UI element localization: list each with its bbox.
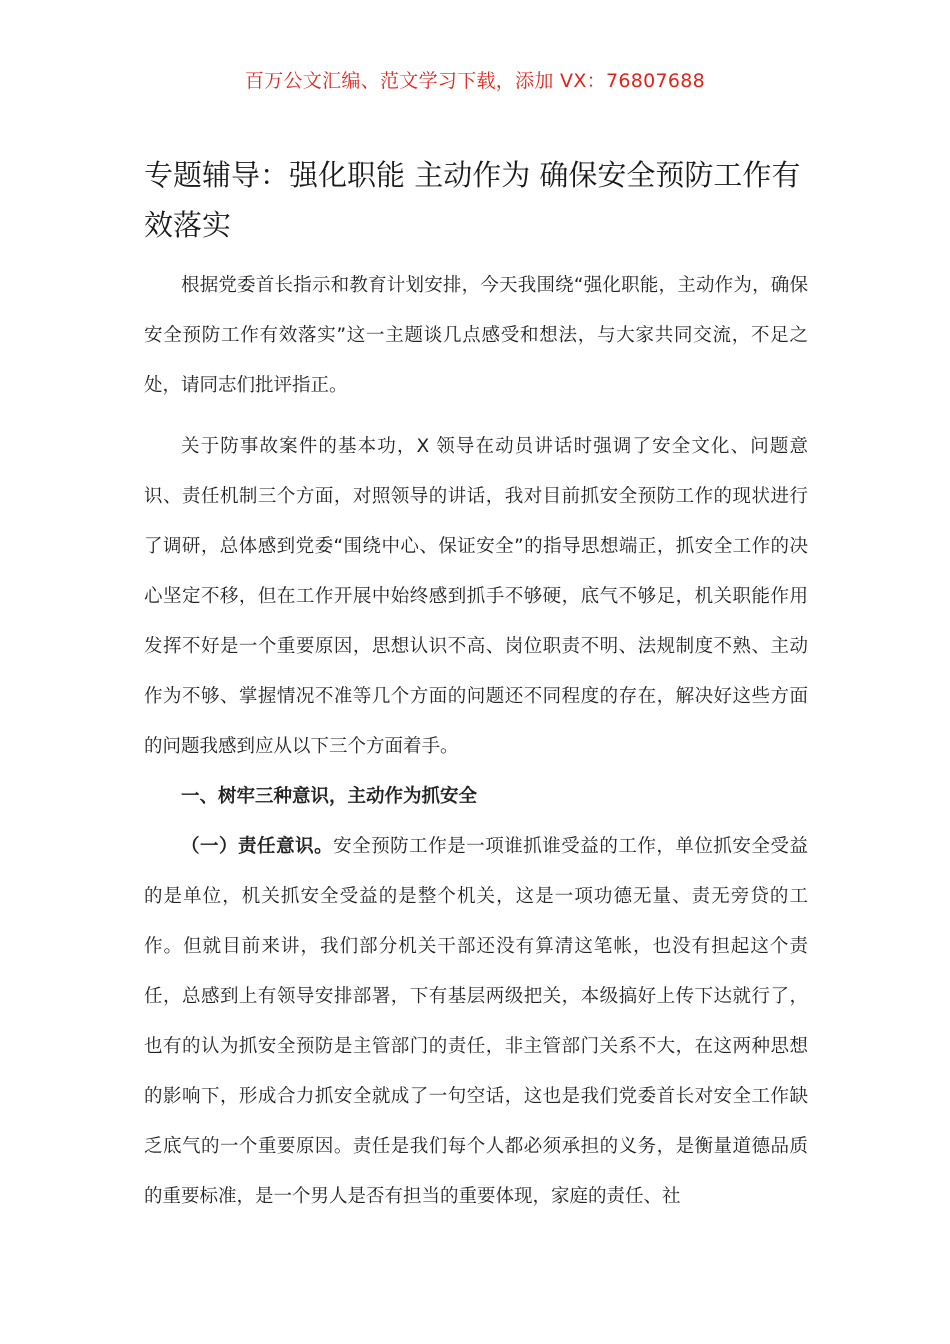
download-banner: 百万公文汇编、范文学习下载，添加 VX：76807688	[244, 70, 706, 92]
point-one-paragraph	[144, 822, 808, 1222]
background-paragraph: 关于防事故案件的基本功，X 领导在动员讲话时强调了安全文化、问题意识、责任机制三个方面，对照领导的讲话，我对目前抓安全预防工作的现状进行了调研，总体感到党委“围绕中心、保证安全”的指导思想端正，抓安全工作的决心坚定不移，但在工作开展中始终感到抓手不够硬，底气不够足，机关职能作用发挥不好是一个重要原因，思想认识不高、岗位职责不明、法规制度不熟、主动作为不够、掌握情况不准等几个方面的问题还不同程度的存在，解决好这些方面的问题我感到应从以下三个方面着手。	[144, 436, 808, 757]
section-one-heading: 一、树牢三种意识，主动作为抓安全	[181, 786, 478, 807]
intro-paragraph: 根据党委首长指示和教育计划安排，今天我围绕“强化职能，主动作为，确保安全预防工作有效落实”这一主题谈几点感受和想法，与大家共同交流，不足之处，请同志们批评指正。	[144, 275, 808, 396]
point-one-body: 安全预防工作是一项谁抓谁受益的工作，单位抓安全受益的是单位，机关抓安全受益的是整个机关，这是一项功德无量、责无旁贷的工作。但就目前来讲，我们部分机关干部还没有算清这笔帐，也没有担起这个责任，总感到上有领导安排部署，下有基层两级把关，本级搞好上传下达就行了，也有的认为抓安全预防是主管部门的责任，非主管部门关系不大，在这两种思想的影响下，形成合力抓安全就成了一句空话，这也是我们党委首长对安全工作缺乏底气的一个重要原因。责任是我们每个人都必须承担的义务，是衡量道德品质的重要标准，是一个男人是否有担当的重要体现，家庭的责任、社	[144, 836, 808, 1207]
point-one-lead: （一）责任意识。	[181, 836, 334, 857]
document-body	[144, 261, 808, 1222]
document-title: 专题辅导：强化职能 主动作为 确保安全预防工作有效落实	[144, 158, 801, 242]
